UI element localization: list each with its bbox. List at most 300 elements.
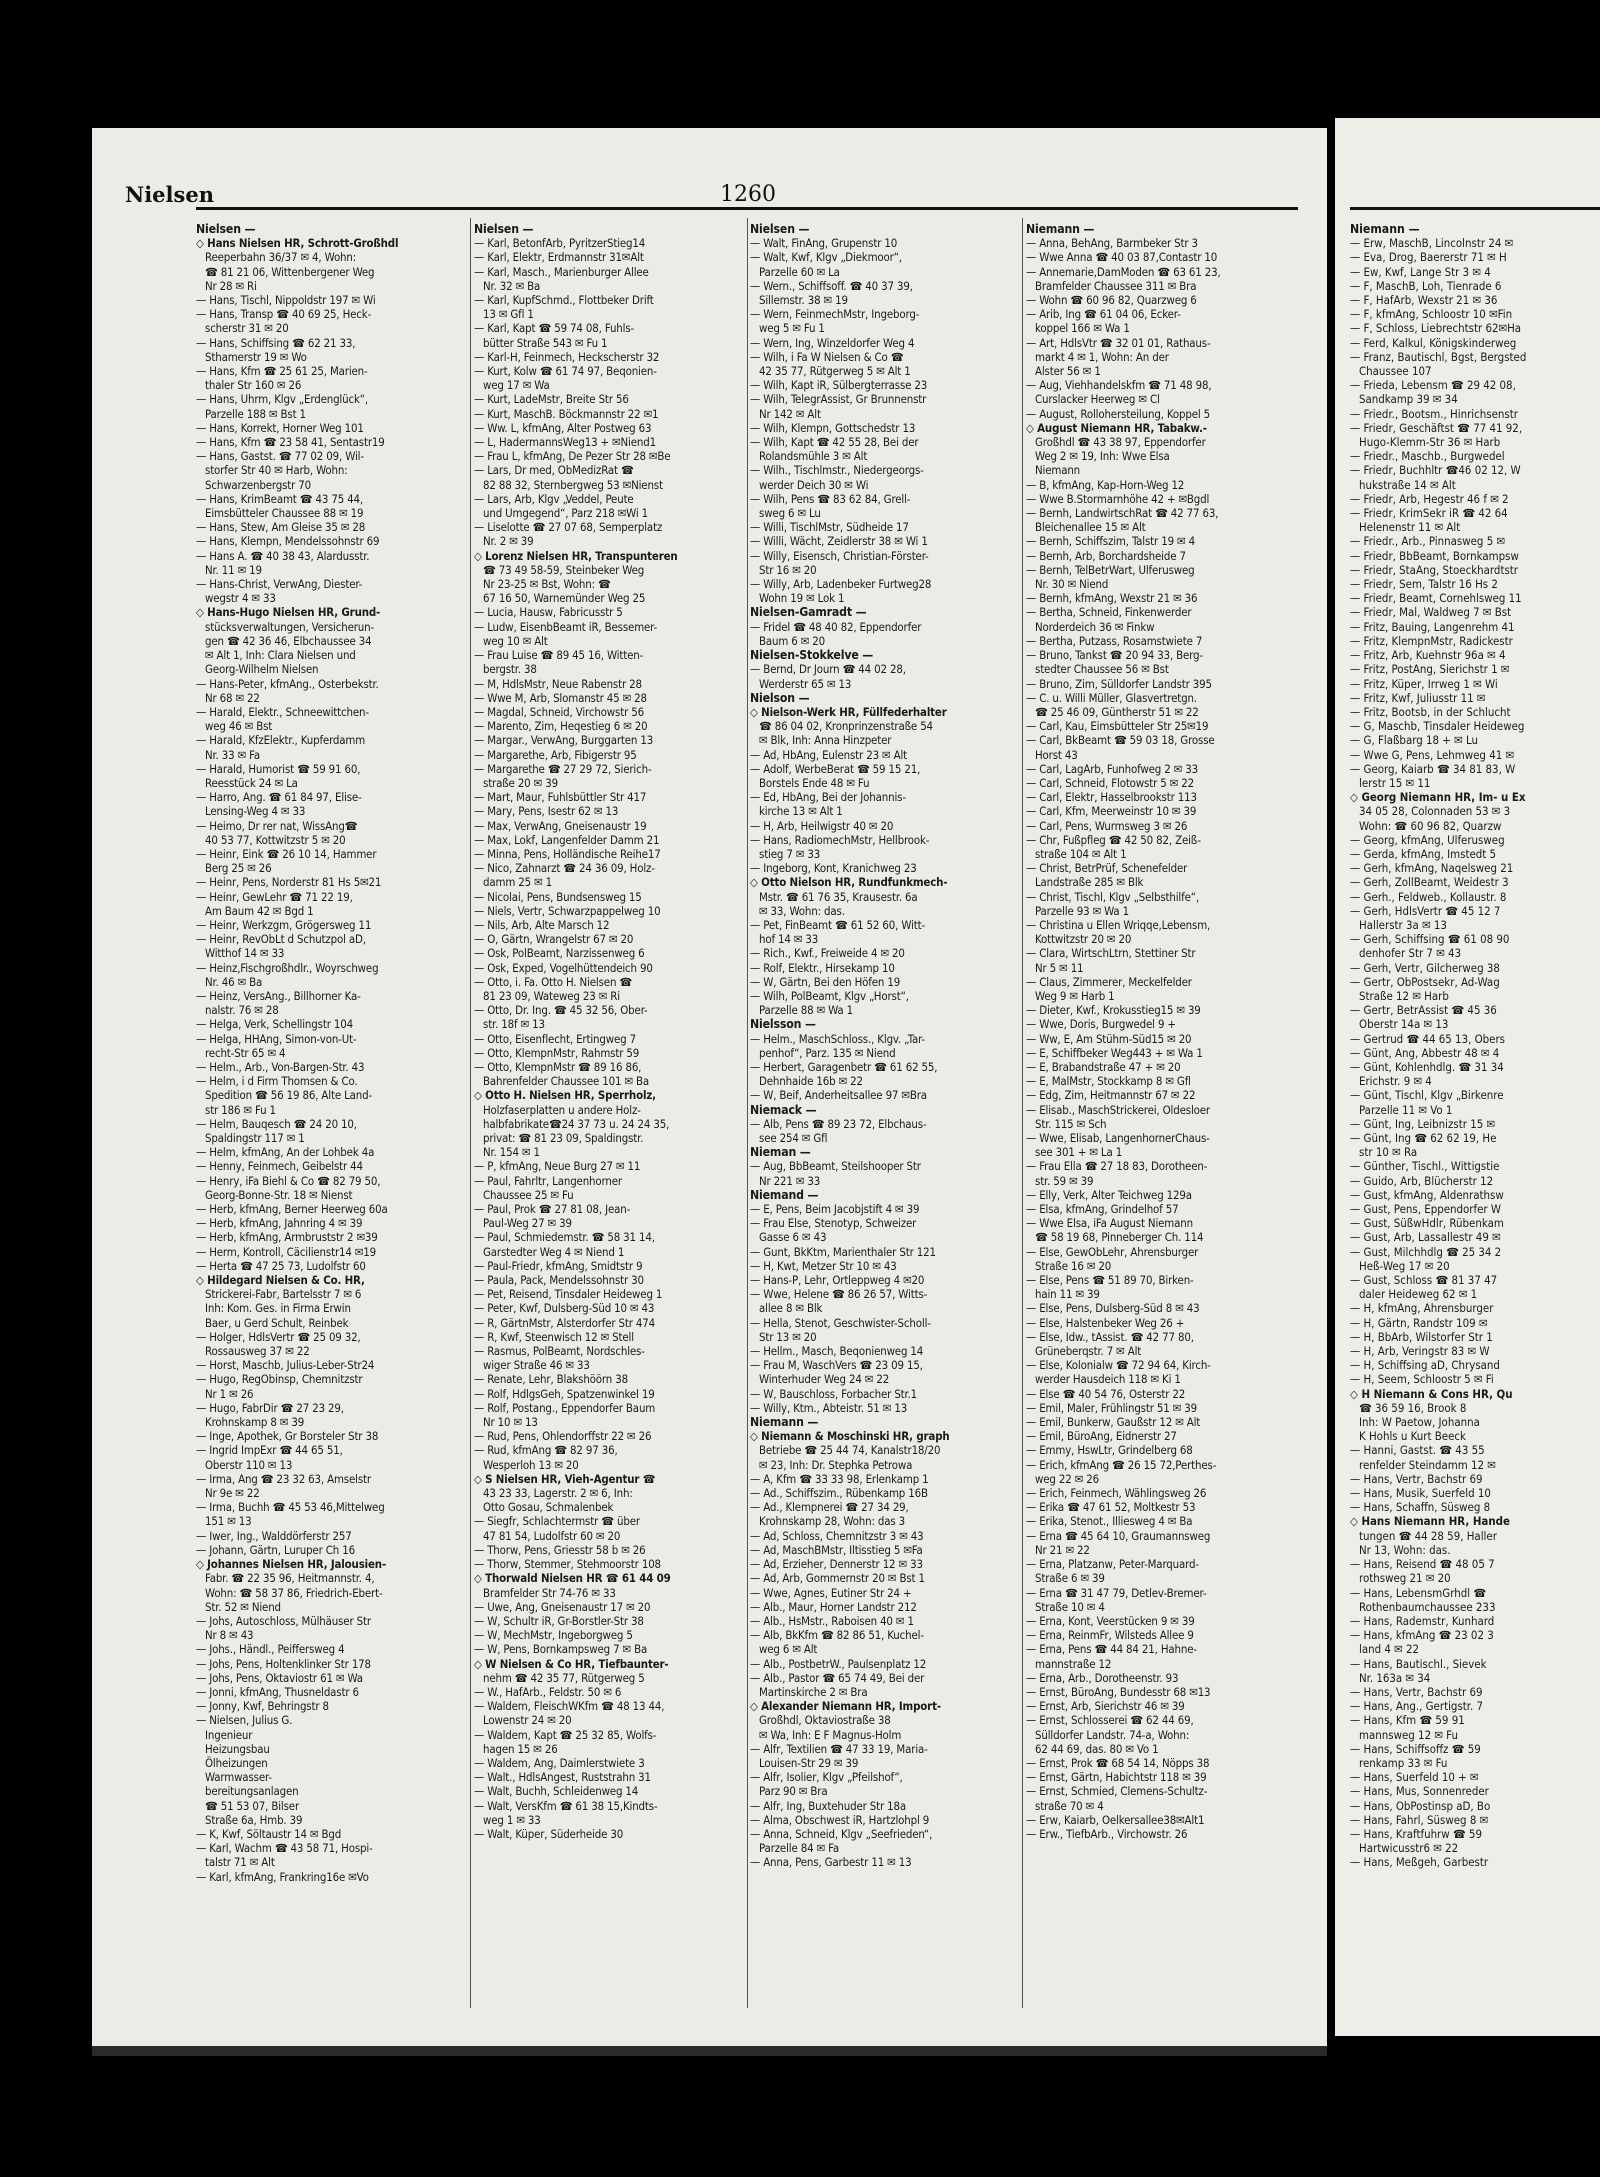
- directory-entry-line: Werderstr 65 ✉ 13: [759, 676, 852, 691]
- directory-entry-line: — Friedr, Sem, Talstr 16 Hs 2: [1350, 577, 1498, 592]
- directory-entry-line: — Fritz, Bauing, Langenrehm 41: [1350, 619, 1515, 634]
- directory-entry-line: — M, HdlsMstr, Neue Rabenstr 28: [474, 676, 642, 691]
- directory-entry-line: Nielsen-Gamradt —: [750, 605, 867, 620]
- directory-entry-line: — Helm., MaschSchloss., Klgv. „Tar-: [750, 1031, 925, 1046]
- directory-entry-line: scherstr 31 ✉ 20: [205, 321, 289, 336]
- directory-entry-line: Inh: Kom. Ges. in Firma Erwin: [205, 1301, 351, 1316]
- directory-entry-line: — Bernh, Schiffszim, Talstr 19 ✉ 4: [1026, 534, 1195, 549]
- directory-entry-line: — Frau M, WaschVers ☎ 23 09 15,: [750, 1358, 923, 1373]
- directory-entry-line: Curslacker Heerweg ✉ Cl: [1035, 392, 1160, 407]
- directory-entry-line: — Franz, Bautischl, Bgst, Bergsted: [1350, 349, 1527, 364]
- directory-entry-line: Nr 1 ✉ 26: [205, 1386, 254, 1401]
- directory-entry-line: — Fritz, PostAng, Sierichstr 1 ✉: [1350, 662, 1510, 677]
- directory-entry-line: — Fridel ☎ 48 40 82, Eppendorfer: [750, 619, 922, 634]
- directory-entry-line: — Friedr, Beamt, Cornehlsweg 11: [1350, 591, 1522, 606]
- directory-entry-line: stieg 7 ✉ 33: [759, 846, 821, 861]
- directory-entry-line: — Frau L, kfmAng, De Pezer Str 28 ✉Be: [474, 449, 671, 464]
- directory-entry-line: — Ww, E, Am Stühm-Süd15 ✉ 20: [1026, 1031, 1192, 1046]
- directory-entry-line: Sillemstr. 38 ✉ 19: [759, 293, 848, 308]
- directory-entry-line: thaler Str 160 ✉ 26: [205, 378, 302, 393]
- directory-entry-line: ◇ S Nielsen HR, Vieh-Agentur ☎: [474, 1471, 656, 1486]
- directory-entry-line: Winterhuder Weg 24 ✉ 22: [759, 1372, 890, 1387]
- directory-entry-line: — Herbert, Garagenbetr ☎ 61 62 55,: [750, 1059, 938, 1074]
- directory-entry-line: — Friedr., Bootsm., Hinrichsenstr: [1350, 406, 1518, 421]
- directory-entry-line: — Johs., Händl., Peiffersweg 4: [196, 1642, 345, 1657]
- directory-entry-line: — Wilh, Pens ☎ 83 62 84, Grell-: [750, 491, 911, 506]
- directory-entry-line: — E, MalMstr, Stockkamp 8 ✉ Gfl: [1026, 1074, 1191, 1089]
- directory-entry-line: — Alb., Maur, Horner Landstr 212: [750, 1599, 917, 1614]
- directory-entry-line: — Rud, kfmAng ☎ 82 97 36,: [474, 1443, 618, 1458]
- directory-entry-line: Parzelle 88 ✉ Wa 1: [759, 1003, 853, 1018]
- directory-entry-line: — Wilh, PolBeamt, Klgv „Horst“,: [750, 988, 909, 1003]
- directory-entry-line: Norderdeich 36 ✉ Finkw: [1035, 619, 1155, 634]
- directory-entry-line: Gasse 6 ✉ 43: [759, 1230, 827, 1245]
- directory-entry-line: — Gerh, ZollBeamt, Weidestr 3: [1350, 875, 1509, 890]
- directory-entry-line: ✉ 23, Inh: Dr. Stephka Petrowa: [759, 1457, 913, 1472]
- directory-entry-line: — Hans, Mus, Sonnenreder: [1350, 1784, 1489, 1799]
- directory-entry-line: — Anna, Pens, Garbestr 11 ✉ 13: [750, 1855, 912, 1870]
- directory-entry-line: — Gust, Milchhdlg ☎ 25 34 2: [1350, 1244, 1502, 1259]
- directory-entry-line: — Hugo, FabrDir ☎ 27 23 29,: [196, 1400, 344, 1415]
- directory-entry-line: — Ad, Erzieher, Dennerstr 12 ✉ 33: [750, 1557, 923, 1572]
- directory-entry-line: — Karl, kfmAng, Frankring16e ✉Vo: [196, 1869, 369, 1884]
- directory-entry-line: — Ad, Arb, Gommernstr 20 ✉ Bst 1: [750, 1571, 925, 1586]
- directory-entry-line: — Christ, Tischl, Klgv „Selbsthilfe“,: [1026, 889, 1199, 904]
- directory-entry-line: Straße 12 ✉ Harb: [1359, 988, 1449, 1003]
- directory-entry-line: — Horst, Maschb, Julius-Leber-Str24: [196, 1358, 375, 1373]
- directory-entry-line: Niemand —: [750, 1187, 819, 1202]
- directory-entry-line: — Lars, Arb, Klgv „Veddel, Peute: [474, 491, 634, 506]
- directory-entry-line: ◇ W Nielsen & Co HR, Tiefbaunter-: [474, 1656, 669, 1671]
- directory-entry-line: 82 88 32, Sternbergweg 53 ✉Nienst: [483, 477, 663, 492]
- directory-entry-line: rothsweg 21 ✉ 20: [1359, 1571, 1451, 1586]
- directory-entry-line: Nr. 11 ✉ 19: [205, 562, 262, 577]
- directory-entry-line: — Else, Pens, Dulsberg-Süd 8 ✉ 43: [1026, 1301, 1200, 1316]
- directory-entry-line: — Willy, Eisensch, Christian-Förster-: [750, 548, 929, 563]
- page-gutter: [1327, 108, 1335, 2068]
- directory-entry-line: — Wern, FeinmechMstr, Ingeborg-: [750, 307, 920, 322]
- directory-entry-line: weg 5 ✉ Fu 1: [759, 321, 825, 336]
- directory-entry-line: koppel 166 ✉ Wa 1: [1035, 321, 1130, 336]
- directory-entry-line: — Minna, Pens, Holländische Reihe17: [474, 846, 661, 861]
- column-3: [750, 222, 1020, 2042]
- directory-entry-line: Str 13 ✉ 20: [759, 1329, 817, 1344]
- directory-entry-line: ◇ Alexander Niemann HR, Import-: [750, 1699, 941, 1714]
- directory-entry-line: — Christina u Ellen Wriqqe,Lebensm,: [1026, 917, 1211, 932]
- directory-entry-line: ✉ Alt 1, Inh: Clara Nielsen und: [205, 648, 356, 663]
- directory-entry-line: — A, Kfm ☎ 33 33 98, Erlenkamp 1: [750, 1471, 929, 1486]
- directory-entry-line: — Bernh, TelBetrWart, Ulferusweg: [1026, 562, 1195, 577]
- directory-entry-line: Straße 6 ✉ 39: [1035, 1571, 1105, 1586]
- directory-entry-line: — Lars, Dr med, ObMedizRat ☎: [474, 463, 634, 478]
- directory-entry-line: Helenenstr 11 ✉ Alt: [1359, 520, 1461, 535]
- directory-entry-line: — Ludw, EisenbBeamt iR, Bessemer-: [474, 619, 658, 634]
- directory-entry-line: — Erika ☎ 47 61 52, Moltkestr 53: [1026, 1500, 1196, 1515]
- directory-entry-line: Großhdl ☎ 43 38 97, Eppendorfer: [1035, 435, 1206, 450]
- directory-entry-line: Str. 52 ✉ Niend: [205, 1599, 281, 1614]
- directory-entry-line: — H, Schiffsing aD, Chrysand: [1350, 1358, 1500, 1373]
- directory-entry-line: Fabr. ☎ 22 35 96, Heitmannstr. 4,: [205, 1571, 375, 1586]
- directory-entry-line: — Wern., Schiffsoff. ☎ 40 37 39,: [750, 278, 913, 293]
- directory-entry-line: — Rud, Pens, Ohlendorffstr 22 ✉ 26: [474, 1429, 652, 1444]
- directory-entry-line: Wohn: ☎ 58 37 86, Friedrich-Ebert-: [205, 1585, 383, 1600]
- directory-entry-line: renfelder Steindamm 12 ✉: [1359, 1457, 1496, 1472]
- directory-entry-line: — W, Gärtn, Bei den Höfen 19: [750, 974, 901, 989]
- running-head-name: Nielsen: [125, 182, 214, 207]
- directory-entry-line: — Alfr, Ing, Buxtehuder Str 18a: [750, 1798, 907, 1813]
- directory-entry-line: hagen 15 ✉ 26: [483, 1741, 558, 1756]
- directory-entry-line: — Friedr., Arb., Pinnasweg 5 ✉: [1350, 534, 1506, 549]
- directory-entry-line: ☎ 86 04 02, Kronprinzenstraße 54: [759, 719, 933, 734]
- directory-entry-line: Nr. 154 ✉ 1: [483, 1145, 540, 1160]
- directory-entry-line: ◇ Johannes Nielsen HR, Jalousien-: [196, 1557, 387, 1572]
- directory-entry-line: Berg 25 ✉ 26: [205, 861, 272, 876]
- directory-entry-line: — Mart, Maur, Fuhlsbüttler Str 417: [474, 790, 647, 805]
- directory-entry-line: — F, Schloss, Liebrechtstr 62✉Ha: [1350, 321, 1522, 336]
- directory-entry-line: — Hans, Kfm ☎ 59 91: [1350, 1713, 1465, 1728]
- directory-entry-line: — Else ☎ 40 54 76, Osterstr 22: [1026, 1386, 1186, 1401]
- directory-entry-line: — Alb., PostbetrW., Paulsenplatz 12: [750, 1656, 927, 1671]
- directory-entry-line: Sülldorfer Landstr. 74-a, Wohn:: [1035, 1727, 1190, 1742]
- directory-entry-line: — Hella, Stenot, Geschwister-Scholl-: [750, 1315, 931, 1330]
- directory-entry-line: — Wwe, Agnes, Eutiner Str 24 +: [750, 1585, 912, 1600]
- directory-entry-line: — Rolf, Elektr., Hirsekamp 10: [750, 960, 895, 975]
- directory-entry-line: Heß-Weg 17 ✉ 20: [1359, 1258, 1450, 1273]
- directory-entry-line: — Hans, Kfm ☎ 25 61 25, Marien-: [196, 364, 368, 379]
- directory-entry-line: — L, HadermannsWeg13 + ✉Niend1: [474, 435, 656, 450]
- directory-entry-line: storfer Str 40 ✉ Harb, Wohn:: [205, 463, 348, 478]
- directory-entry-line: — Karl, Elektr, Erdmannstr 31✉Alt: [474, 250, 644, 265]
- directory-entry-line: — Paul, Schmiedemstr. ☎ 58 31 14,: [474, 1230, 655, 1245]
- directory-entry-line: — Bernd, Dr Journ ☎ 44 02 28,: [750, 662, 906, 677]
- directory-entry-line: — Ingrid ImpExr ☎ 44 65 51,: [196, 1443, 343, 1458]
- directory-entry-line: — Gunt, BkKtm, Marienthaler Str 121: [750, 1244, 936, 1259]
- directory-entry-line: Rolandsmühle 3 ✉ Alt: [759, 449, 868, 464]
- directory-entry-line: — Kurt, Kolw ☎ 61 74 97, Beqonien-: [474, 364, 657, 379]
- directory-entry-line: — Walt, FinAng, Grupenstr 10: [750, 236, 898, 251]
- directory-entry-line: Kottwitzstr 20 ✉ 20: [1035, 932, 1132, 947]
- directory-entry-line: — Hans, Reisend ☎ 48 05 7: [1350, 1557, 1495, 1572]
- directory-entry-line: 13 ✉ Gfl 1: [483, 307, 534, 322]
- directory-entry-line: allee 8 ✉ Blk: [759, 1301, 823, 1316]
- directory-entry-line: — Erich, Feinmech, Wählingsweg 26: [1026, 1486, 1207, 1501]
- directory-entry-line: Nr. 46 ✉ Ba: [205, 974, 263, 989]
- directory-entry-line: — Ernst, Schlosserei ☎ 62 44 69,: [1026, 1713, 1194, 1728]
- directory-entry-line: — Herb, kfmAng, Jahnring 4 ✉ 39: [196, 1216, 363, 1231]
- directory-entry-line: lerstr 15 ✉ 11: [1359, 775, 1431, 790]
- directory-entry-line: — Liselotte ☎ 27 07 68, Semperplatz: [474, 520, 663, 535]
- directory-entry-line: ◇ Hildegard Nielsen & Co. HR,: [196, 1273, 365, 1288]
- directory-entry-line: — Marento, Zim, Heqestieg 6 ✉ 20: [474, 719, 648, 734]
- directory-entry-line: — Aug, BbBeamt, Steilshooper Str: [750, 1159, 921, 1174]
- column-divider: [470, 218, 471, 2008]
- directory-entry-line: Ingenieur: [205, 1727, 253, 1742]
- directory-entry-line: — Fritz, Kwf, Juliusstr 11 ✉: [1350, 690, 1486, 705]
- directory-entry-line: weg 6 ✉ Alt: [759, 1642, 818, 1657]
- directory-entry-line: — August, Rollohersteilung, Koppel 5: [1026, 406, 1211, 421]
- directory-entry-line: — Erna ☎ 45 64 10, Graumannsweg: [1026, 1528, 1211, 1543]
- directory-entry-line: land 4 ✉ 22: [1359, 1642, 1420, 1657]
- directory-entry-line: — Max, VerwAng, Gneisenaustr 19: [474, 818, 647, 833]
- directory-entry-line: — Henny, Feinmech, Geibelstr 44: [196, 1159, 363, 1174]
- directory-entry-line: — Nico, Zahnarzt ☎ 24 36 09, Holz-: [474, 861, 655, 876]
- directory-entry-line: — Herb, kfmAng, Berner Heerweg 60a: [196, 1202, 388, 1217]
- directory-entry-line: — Gerda, kfmAng, Imstedt 5: [1350, 846, 1497, 861]
- directory-entry-line: — Helga, Verk, Schellingstr 104: [196, 1017, 353, 1032]
- directory-entry-line: — Paul-Friedr, kfmAng, Smidtstr 9: [474, 1258, 643, 1273]
- directory-entry-line: Wohn 19 ✉ Lok 1: [759, 591, 845, 606]
- directory-entry-line: — Gust, Pens, Eppendorfer W: [1350, 1202, 1502, 1217]
- directory-entry-line: — Gerh, Vertr, Gilcherweg 38: [1350, 960, 1500, 975]
- directory-entry-line: Nr. 32 ✉ Ba: [483, 278, 541, 293]
- directory-entry-line: ◇ Otto Nielson HR, Rundfunkmech-: [750, 875, 948, 890]
- directory-entry-line: daler Heideweg 62 ✉ 1: [1359, 1287, 1478, 1302]
- directory-entry-line: Inh: W Paetow, Johanna: [1359, 1415, 1480, 1430]
- directory-entry-line: — Friedr, Geschäftst ☎ 77 41 92,: [1350, 420, 1523, 435]
- directory-entry-line: hain 11 ✉ 39: [1035, 1287, 1100, 1302]
- directory-entry-line: — Ad, Schloss, Chemnitzstr 3 ✉ 43: [750, 1528, 924, 1543]
- directory-entry-line: Niemann: [1035, 463, 1081, 478]
- directory-entry-line: Str. 115 ✉ Sch: [1035, 1116, 1107, 1131]
- directory-entry-line: — Anna, BehAng, Barmbeker Str 3: [1026, 236, 1198, 251]
- directory-entry-line: — Ferd, Kalkul, Königskinderweg: [1350, 335, 1517, 350]
- directory-entry-line: — Gust, kfmAng, Aldenrathsw: [1350, 1187, 1504, 1202]
- directory-entry-line: — Herta ☎ 47 25 73, Ludolfstr 60: [196, 1258, 366, 1273]
- directory-entry-line: Straße 16 ✉ 20: [1035, 1258, 1112, 1273]
- directory-entry-line: Parzelle 60 ✉ La: [759, 264, 840, 279]
- directory-entry-line: — Elisab., MaschStrickerei, Oldesloer: [1026, 1102, 1210, 1117]
- directory-entry-line: — W, Bauschloss, Forbacher Str.1: [750, 1386, 918, 1401]
- directory-entry-line: ☎ 58 19 68, Pinneberger Ch. 114: [1035, 1230, 1204, 1245]
- directory-entry-line: — Carl, BkBeamt ☎ 59 03 18, Grosse: [1026, 733, 1215, 748]
- directory-entry-line: Nielsson —: [750, 1017, 816, 1032]
- directory-entry-line: — Harald, Elektr., Schneewittchen-: [196, 704, 369, 719]
- directory-entry-line: — O, Gärtn, Wrangelstr 67 ✉ 20: [474, 932, 634, 947]
- column-divider: [747, 218, 748, 2008]
- directory-entry-line: — Hans, Ang., Gertigstr. 7: [1350, 1699, 1483, 1714]
- directory-entry-line: wegstr 4 ✉ 33: [205, 591, 276, 606]
- directory-entry-line: — H, Arb, Veringstr 83 ✉ W: [1350, 1344, 1490, 1359]
- directory-entry-line: — Heinz,Fischgroßhdlr., Woyrschweg: [196, 960, 379, 975]
- directory-entry-line: — Hans, Musik, Suerfeld 10: [1350, 1486, 1491, 1501]
- directory-entry-line: — Hanni, Gastst. ☎ 43 55: [1350, 1443, 1485, 1458]
- directory-entry-line: Nielsen —: [750, 222, 810, 236]
- directory-entry-line: — H, Gärtn, Randstr 109 ✉: [1350, 1315, 1488, 1330]
- directory-entry-line: — Ernst, Arb, Sierichstr 46 ✉ 39: [1026, 1699, 1185, 1714]
- directory-entry-line: — Rasmus, PolBeamt, Nordschles-: [474, 1344, 645, 1359]
- directory-entry-line: — Siegfr, Schlachtermstr ☎ über: [474, 1514, 640, 1529]
- directory-entry-line: — Alma, Obschwest iR, Hartzlohpl 9: [750, 1812, 930, 1827]
- directory-entry-line: — Wwe B.Stormarnhöhe 42 + ✉Bgdl: [1026, 491, 1210, 506]
- directory-entry-line: sweg 6 ✉ Lu: [759, 506, 821, 521]
- directory-entry-line: Bramfelder Str 74-76 ✉ 33: [483, 1585, 616, 1600]
- directory-entry-line: Warmwasser-: [205, 1770, 272, 1785]
- directory-entry-line: — Paula, Pack, Mendelssohnstr 30: [474, 1273, 644, 1288]
- directory-entry-line: Hugo-Klemm-Str 36 ✉ Harb: [1359, 435, 1501, 450]
- directory-entry-line: 42 35 77, Rütgerweg 5 ✉ Alt 1: [759, 364, 911, 379]
- directory-entry-line: — Hugo, RegObinsp, Chemnitzstr: [196, 1372, 363, 1387]
- directory-entry-line: — Gerh, HdlsVertr ☎ 45 12 7: [1350, 903, 1501, 918]
- directory-entry-line: — Carl, Pens, Wurmsweg 3 ✉ 26: [1026, 818, 1188, 833]
- directory-entry-line: ◇ H Niemann & Cons HR, Qu: [1350, 1386, 1513, 1401]
- directory-entry-line: Nr. 2 ✉ 39: [483, 534, 534, 549]
- directory-entry-line: — Ernst, Prok ☎ 68 54 14, Nöpps 38: [1026, 1755, 1210, 1770]
- directory-entry-line: — Hans, Korrekt, Horner Weg 101: [196, 420, 364, 435]
- directory-entry-line: Witthof 14 ✉ 33: [205, 946, 285, 961]
- directory-entry-line: — Margar., VerwAng, Burggarten 13: [474, 733, 654, 748]
- directory-entry-line: Borstels Ende 48 ✉ Fu: [759, 775, 870, 790]
- directory-entry-line: — Bertha, Schneid, Finkenwerder: [1026, 605, 1192, 620]
- directory-entry-line: — Willi, TischlMstr, Südheide 17: [750, 520, 909, 535]
- header-rule: [196, 207, 1298, 210]
- directory-entry-line: — Hans, kfmAng ☎ 23 02 3: [1350, 1628, 1494, 1643]
- directory-entry-line: — Otto, KlempnMstr, Rahmstr 59: [474, 1045, 640, 1060]
- directory-entry-line: — Hans, Kfm ☎ 23 58 41, Sentastr19: [196, 435, 385, 450]
- directory-entry-line: — Wern, Ing, Winzeldorfer Weg 4: [750, 335, 915, 350]
- directory-entry-line: — Emil, Bunkerw, Gaußstr 12 ✉ Alt: [1026, 1415, 1201, 1430]
- directory-entry-line: — Waldem, Kapt ☎ 25 32 85, Wolfs-: [474, 1727, 657, 1742]
- directory-entry-line: — Walt, Küper, Süderheide 30: [474, 1826, 624, 1841]
- directory-entry-line: — Hans-Peter, kfmAng., Osterbekstr.: [196, 676, 379, 691]
- directory-entry-line: — H, kfmAng, Ahrensburger: [1350, 1301, 1494, 1316]
- directory-entry-line: — Guido, Arb, Blücherstr 12: [1350, 1173, 1494, 1188]
- directory-entry-line: Straße 6a, Hmb. 39: [205, 1812, 303, 1827]
- directory-entry-line: 47 81 54, Ludolfstr 60 ✉ 20: [483, 1528, 621, 1543]
- directory-entry-line: — Emil, BüroAng, Eidnerstr 27: [1026, 1429, 1177, 1444]
- directory-entry-line: Baer, u Gerd Schult, Reinbek: [205, 1315, 349, 1330]
- directory-entry-line: weg 1 ✉ 33: [483, 1812, 541, 1827]
- directory-entry-line: str 186 ✉ Fu 1: [205, 1102, 276, 1117]
- directory-entry-line: — Aug, Viehhandelskfm ☎ 71 48 98,: [1026, 378, 1212, 393]
- directory-entry-line: — Hans, Gastst. ☎ 77 02 09, Wil-: [196, 449, 364, 464]
- directory-entry-line: Nr 68 ✉ 22: [205, 690, 260, 705]
- directory-entry-line: str. 18f ✉ 13: [483, 1017, 545, 1032]
- directory-entry-line: — Bernh, LandwirtschRat ☎ 42 77 63,: [1026, 506, 1219, 521]
- directory-entry-line: Eimsbütteler Chaussee 88 ✉ 19: [205, 506, 364, 521]
- directory-entry-line: — Hans, Schiffsing ☎ 62 21 33,: [196, 335, 356, 350]
- directory-entry-line: Nieman —: [750, 1145, 811, 1160]
- directory-entry-line: — Else, Halstenbeker Weg 26 +: [1026, 1315, 1185, 1330]
- directory-entry-line: — Waldem, Ang, Daimlerstwiete 3: [474, 1755, 645, 1770]
- directory-entry-line: — W., HafArb., Feldstr. 50 ✉ 6: [474, 1684, 622, 1699]
- directory-entry-line: — H, Arb, Heilwigstr 40 ✉ 20: [750, 818, 894, 833]
- directory-entry-line: stücksverwaltungen, Versicherun-: [205, 619, 375, 634]
- directory-entry-line: — E, Pens, Beim Jacobjstift 4 ✉ 39: [750, 1202, 920, 1217]
- directory-entry-line: — Alb, BkKfm ☎ 82 86 51, Kuchel-: [750, 1628, 924, 1643]
- directory-entry-line: Alster 56 ✉ 1: [1035, 364, 1101, 379]
- directory-entry-line: — Hans, KrimBeamt ☎ 43 75 44,: [196, 491, 364, 506]
- directory-entry-line: Nr. 30 ✉ Niend: [1035, 577, 1109, 592]
- directory-entry-line: — Hans, Stew, Am Gleise 35 ✉ 28: [196, 520, 366, 535]
- directory-entry-line: str 10 ✉ Ra: [1359, 1145, 1418, 1160]
- directory-entry-line: — Magdal, Schneid, Virchowstr 56: [474, 704, 644, 719]
- directory-entry-line: bergstr. 38: [483, 662, 537, 677]
- directory-entry-line: hof 14 ✉ 33: [759, 932, 819, 947]
- directory-entry-line: Rothenbaumchaussee 233: [1359, 1599, 1496, 1614]
- directory-entry-line: Nr 221 ✉ 33: [759, 1173, 821, 1188]
- directory-entry-line: — Claus, Zimmerer, Meckelfelder: [1026, 974, 1192, 989]
- directory-entry-line: — Hans, Fahrl, Süsweg 8 ✉: [1350, 1812, 1489, 1827]
- directory-entry-line: — Elsa, kfmAng, Grindelhof 57: [1026, 1202, 1179, 1217]
- directory-entry-line: ◇ Nielson-Werk HR, Füllfederhalter: [750, 704, 947, 719]
- directory-entry-line: — Peter, Kwf, Dulsberg-Süd 10 ✉ 43: [474, 1301, 655, 1316]
- directory-entry-line: — R, GärtnMstr, Alsterdorfer Str 474: [474, 1315, 656, 1330]
- directory-entry-line: see 254 ✉ Gfl: [759, 1131, 828, 1145]
- directory-entry-line: Baum 6 ✉ 20: [759, 633, 826, 648]
- directory-entry-line: — Hans, Suerfeld 10 + ✉: [1350, 1770, 1479, 1785]
- directory-entry-line: 81 23 09, Wateweg 23 ✉ Ri: [483, 988, 620, 1003]
- directory-entry-line: — F, HafArb, Wexstr 21 ✉ 36: [1350, 293, 1498, 308]
- directory-entry-line: — Eva, Drog, Baererstr 71 ✉ H: [1350, 250, 1507, 265]
- directory-entry-line: — Willy, Arb, Ladenbeker Furtweg28: [750, 577, 932, 592]
- directory-entry-line: — Frau Luise ☎ 89 45 16, Witten-: [474, 648, 644, 663]
- directory-entry-line: — Waldem, FleischWKfm ☎ 48 13 44,: [474, 1699, 665, 1714]
- directory-entry-line: Chaussee 25 ✉ Fu: [483, 1187, 574, 1202]
- directory-entry-line: — W, Beif, Anderheitsallee 97 ✉Bra: [750, 1088, 927, 1103]
- directory-entry-line: K Hohls u Kurt Beeck: [1359, 1429, 1466, 1444]
- directory-entry-line: — Fritz, KlempnMstr, Radickestr: [1350, 633, 1513, 648]
- directory-entry-line: Heizungsbau: [205, 1741, 270, 1756]
- directory-entry-line: Reeperbahn 36/37 ✉ 4, Wohn:: [205, 250, 357, 265]
- directory-entry-line: — Uwe, Ang, Gneisenaustr 17 ✉ 20: [474, 1599, 651, 1614]
- directory-entry-line: — Max, Lokf, Langenfelder Damm 21: [474, 832, 660, 847]
- directory-entry-line: — Heinz, VersAng., Billhorner Ka-: [196, 988, 361, 1003]
- directory-entry-line: — Erw, MaschB, Lincolnstr 24 ✉: [1350, 236, 1514, 251]
- directory-entry-line: — Else, GewObLehr, Ahrensburger: [1026, 1244, 1199, 1259]
- directory-entry-line: 34 05 28, Colonnaden 53 ✉ 3: [1359, 804, 1511, 819]
- directory-entry-line: — Harald, Humorist ☎ 59 91 60,: [196, 761, 361, 776]
- directory-entry-line: — Harald, KfzElektr., Kupferdamm: [196, 733, 366, 748]
- directory-entry-line: — Osk, Exped, Vogelhüttendeich 90: [474, 960, 653, 975]
- directory-entry-line: — Heinr, Eink ☎ 26 10 14, Hammer: [196, 846, 377, 861]
- directory-entry-line: — Margarethe ☎ 27 29 72, Sierich-: [474, 761, 652, 776]
- directory-entry-line: — Hans, ObPostinsp aD, Bo: [1350, 1798, 1491, 1813]
- directory-entry-line: — Herm, Kontroll, Cäcilienstr14 ✉19: [196, 1244, 377, 1259]
- directory-entry-line: — Johs, Pens, Oktaviostr 61 ✉ Wa: [196, 1670, 363, 1685]
- column-divider: [1022, 218, 1023, 2008]
- directory-entry-line: — Friedr, Buchhltr ☎46 02 12, W: [1350, 463, 1521, 478]
- directory-entry-line: — Wilh, Kapt iR, Sülbergterrasse 23: [750, 378, 928, 393]
- directory-entry-line: — Ernst, Gärtn, Habichtstr 118 ✉ 39: [1026, 1770, 1207, 1785]
- directory-entry-line: — Bernh, Arb, Borchardsheide 7: [1026, 548, 1186, 563]
- directory-entry-line: — G, Maschb, Tinsdaler Heideweg: [1350, 719, 1525, 734]
- directory-entry-line: — Hans, Transp ☎ 40 69 25, Heck-: [196, 307, 372, 322]
- column-2: [474, 222, 744, 2042]
- directory-entry-line: Rossausweg 37 ✉ 22: [205, 1344, 310, 1359]
- directory-entry-line: Betriebe ☎ 25 44 74, Kanalstr18/20: [759, 1443, 941, 1458]
- directory-entry-line: — F, kfmAng, Schloostr 10 ✉Fin: [1350, 307, 1513, 322]
- directory-entry-line: — Wilh, Kapt ☎ 42 55 28, Bei der: [750, 435, 919, 450]
- directory-entry-line: — Karl, Masch., Marienburger Allee: [474, 264, 649, 279]
- directory-entry-line: Weg 9 ✉ Harb 1: [1035, 988, 1115, 1003]
- directory-entry-line: privat: ☎ 81 23 09, Spaldingstr.: [483, 1131, 644, 1145]
- directory-entry-line: — Friedr, BbBeamt, Bornkampsw: [1350, 548, 1519, 563]
- directory-entry-line: — Dieter, Kwf., Krokusstieg15 ✉ 39: [1026, 1003, 1201, 1018]
- directory-entry-line: Garstedter Weg 4 ✉ Niend 1: [483, 1244, 625, 1259]
- directory-entry-line: ◇ Hans-Hugo Nielsen HR, Grund-: [196, 605, 381, 620]
- directory-entry-line: — Hellm., Masch, Beqonienweg 14: [750, 1344, 924, 1359]
- directory-entry-line: straße 70 ✉ 4: [1035, 1798, 1104, 1813]
- directory-entry-line: — Erw., TiefbArb., Virchowstr. 26: [1026, 1826, 1188, 1841]
- directory-entry-line: Nr 13, Wohn: das.: [1359, 1542, 1451, 1557]
- directory-entry-line: — Erna, Pens ☎ 44 84 21, Hahne-: [1026, 1642, 1197, 1657]
- directory-entry-line: — Georg, Kaiarb ☎ 34 81 83, W: [1350, 761, 1516, 776]
- directory-entry-line: — Gust, Arb, Lassallestr 49 ✉: [1350, 1230, 1501, 1245]
- directory-entry-line: und Umgegend“, Parz 218 ✉Wi 1: [483, 506, 649, 521]
- directory-entry-line: — Pet, FinBeamt ☎ 61 52 60, Witt-: [750, 917, 926, 932]
- directory-entry-line: — W, MechMstr, Ingeborgweg 5: [474, 1628, 633, 1643]
- directory-entry-line: — Wohn ☎ 60 96 82, Quarzweg 6: [1026, 293, 1197, 308]
